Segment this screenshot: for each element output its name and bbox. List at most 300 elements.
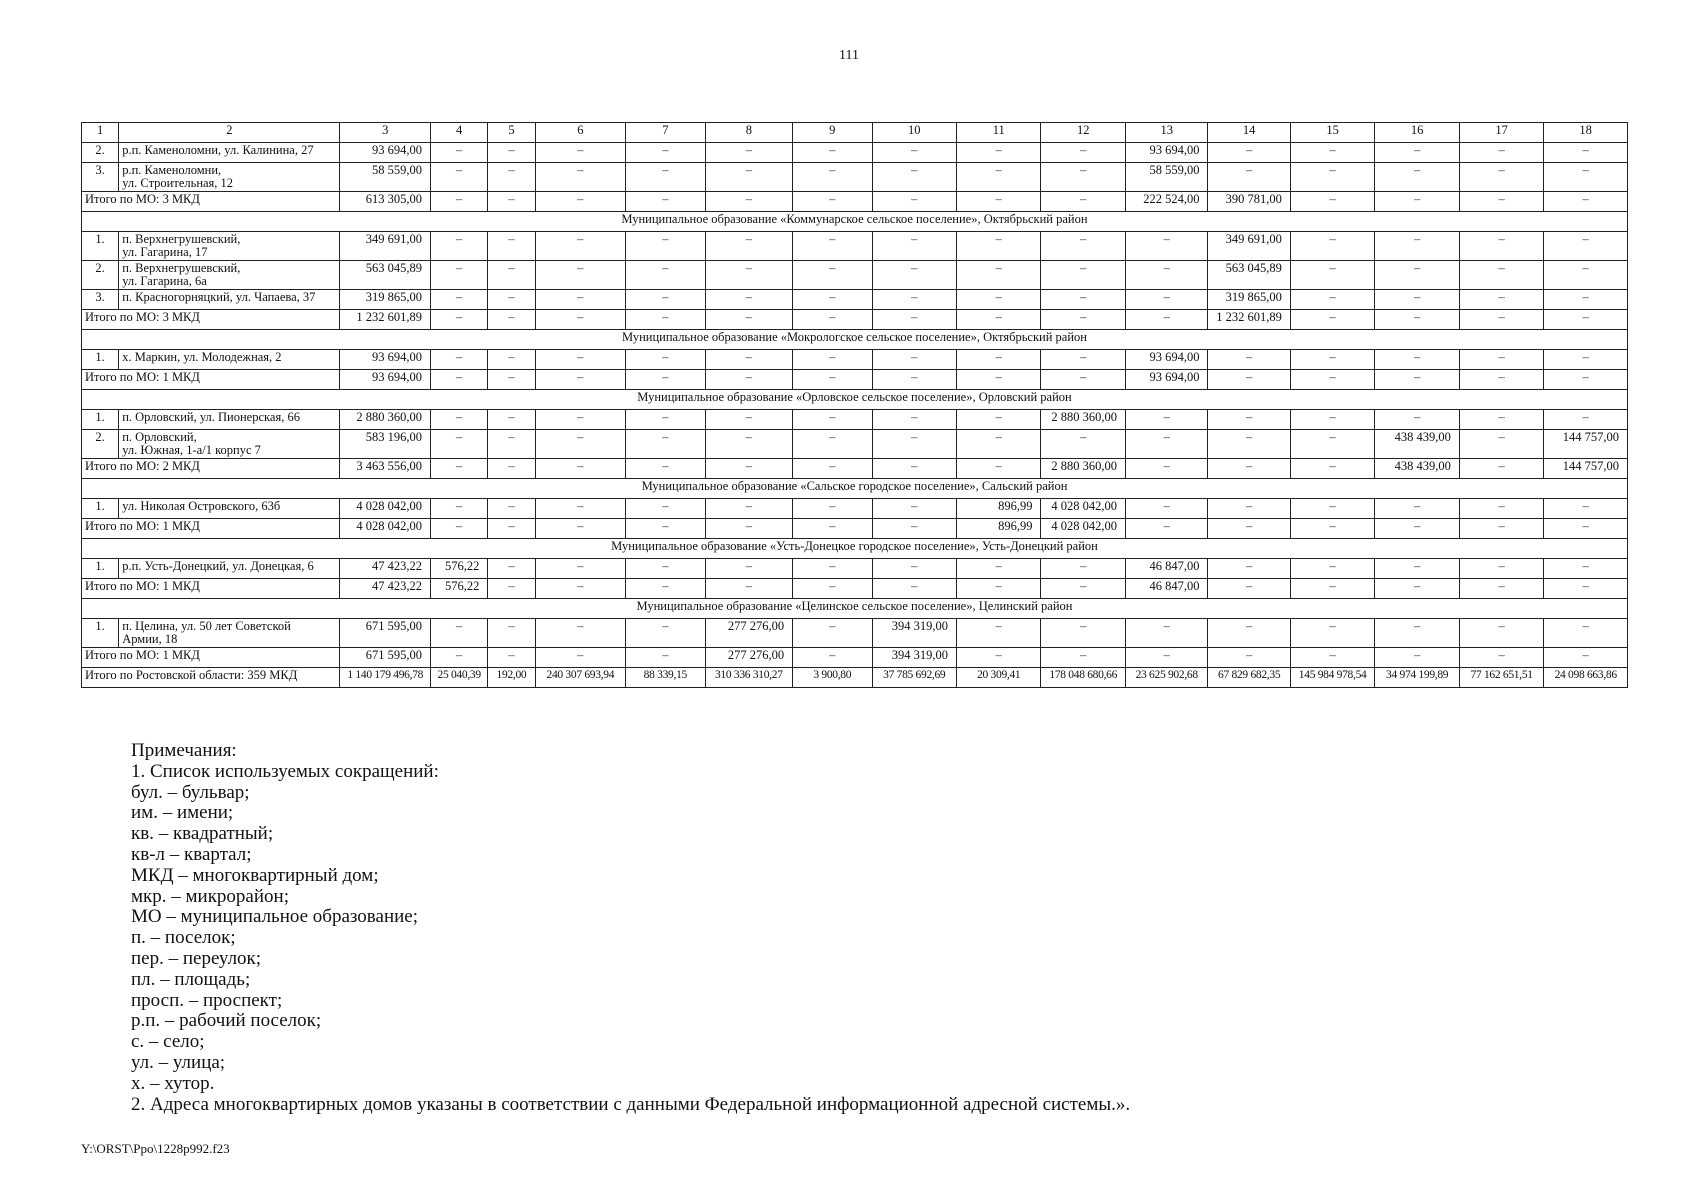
value-cell: – (872, 163, 956, 192)
value-cell: – (1125, 430, 1207, 459)
value-cell: – (488, 648, 535, 668)
row-number: 1. (82, 410, 119, 430)
value-cell: – (535, 459, 626, 479)
value-cell: – (1544, 232, 1628, 261)
value-cell: – (957, 648, 1041, 668)
value-cell: – (488, 459, 535, 479)
value-cell: 349 691,00 (340, 232, 431, 261)
value-cell: – (1375, 192, 1459, 212)
value-cell: – (1459, 559, 1543, 579)
value-cell: – (793, 648, 872, 668)
value-cell: – (1459, 499, 1543, 519)
value-cell: – (957, 370, 1041, 390)
value-cell: 144 757,00 (1544, 430, 1628, 459)
value-cell: – (1290, 499, 1374, 519)
row-number: 3. (82, 290, 119, 310)
value-cell: – (1290, 192, 1374, 212)
value-cell: – (1125, 261, 1207, 290)
value-cell: – (872, 232, 956, 261)
value-cell: 58 559,00 (1125, 163, 1207, 192)
value-cell: 93 694,00 (1125, 370, 1207, 390)
value-cell: 438 439,00 (1375, 459, 1459, 479)
subtotal-row (82, 192, 1628, 212)
value-cell: – (1208, 143, 1290, 163)
value-cell: 2 880 360,00 (1041, 459, 1125, 479)
subtotal-row (82, 370, 1628, 390)
value-cell: – (1375, 232, 1459, 261)
column-number: 4 (431, 123, 488, 143)
value-cell: – (1459, 192, 1543, 212)
value-cell: – (793, 143, 872, 163)
value-cell: – (626, 410, 705, 430)
value-cell: – (793, 430, 872, 459)
value-cell: 349 691,00 (1208, 232, 1290, 261)
value-cell: 178 048 680,66 (1041, 668, 1125, 688)
value-cell: – (793, 619, 872, 648)
note-line: р.п. – рабочий поселок; (131, 1010, 322, 1032)
value-cell: 576,22 (431, 579, 488, 599)
value-cell: 145 984 978,54 (1290, 668, 1374, 688)
value-cell: 34 974 199,89 (1375, 668, 1459, 688)
page-number: 111 (839, 48, 859, 63)
value-cell: 394 319,00 (872, 619, 956, 648)
value-cell: – (1375, 310, 1459, 330)
value-cell: 58 559,00 (340, 163, 431, 192)
value-cell: – (957, 261, 1041, 290)
footer-file-path: Y:\ORST\Ppo\1228p992.f23 (81, 1141, 230, 1156)
value-cell: – (535, 619, 626, 648)
value-cell: 563 045,89 (340, 261, 431, 290)
value-cell: – (1290, 559, 1374, 579)
value-cell: 4 028 042,00 (340, 499, 431, 519)
value-cell: – (705, 559, 793, 579)
value-cell: – (1041, 232, 1125, 261)
value-cell: – (1459, 519, 1543, 539)
value-cell: – (957, 192, 1041, 212)
section-title: Муниципальное образование «Мокрологское сельское поселение», Октябрьский район (82, 330, 1628, 350)
note-line: х. – хутор. (131, 1072, 215, 1094)
address-cell: р.п. Усть-Донецкий, ул. Донецкая, 6 (119, 559, 340, 579)
value-cell: – (1041, 430, 1125, 459)
address-cell: п. Орловский, ул. Южная, 1-а/1 корпус 7 (119, 430, 340, 459)
column-number: 7 (626, 123, 705, 143)
value-cell: – (535, 370, 626, 390)
value-cell: – (957, 559, 1041, 579)
subtotal-row (82, 459, 1628, 479)
value-cell: – (872, 261, 956, 290)
value-cell: – (431, 261, 488, 290)
value-cell: 23 625 902,68 (1125, 668, 1207, 688)
address-cell: п. Орловский, ул. Пионерская, 66 (119, 410, 340, 430)
value-cell: 583 196,00 (340, 430, 431, 459)
value-cell: – (1544, 619, 1628, 648)
address-cell: п. Красногорняцкий, ул. Чапаева, 37 (119, 290, 340, 310)
value-cell: – (488, 499, 535, 519)
value-cell: – (488, 430, 535, 459)
note-line: МО – муниципальное образование; (131, 906, 419, 928)
value-cell: – (626, 143, 705, 163)
value-cell: – (535, 410, 626, 430)
value-cell: 4 028 042,00 (1041, 519, 1125, 539)
value-cell: 46 847,00 (1125, 559, 1207, 579)
value-cell: – (1041, 290, 1125, 310)
column-number: 1 (82, 123, 119, 143)
value-cell: – (793, 410, 872, 430)
value-cell: 20 309,41 (957, 668, 1041, 688)
value-cell: – (872, 559, 956, 579)
address-cell: п. Верхнегрушевский, ул. Гагарина, 6а (119, 261, 340, 290)
value-cell: 93 694,00 (340, 350, 431, 370)
table-row (82, 350, 1628, 370)
table-row (82, 290, 1628, 310)
value-cell: – (431, 430, 488, 459)
value-cell: – (957, 410, 1041, 430)
address-cell: р.п. Каменоломни, ул. Строительная, 12 (119, 163, 340, 192)
value-cell: – (793, 290, 872, 310)
value-cell: – (1544, 143, 1628, 163)
value-cell: – (626, 261, 705, 290)
value-cell: – (1041, 350, 1125, 370)
value-cell: – (1375, 410, 1459, 430)
value-cell: 240 307 693,94 (535, 668, 626, 688)
column-number: 3 (340, 123, 431, 143)
value-cell: – (793, 232, 872, 261)
value-cell: – (872, 143, 956, 163)
value-cell: – (793, 163, 872, 192)
note-line: пл. – площадь; (131, 968, 251, 990)
value-cell: – (535, 519, 626, 539)
value-cell: – (431, 370, 488, 390)
value-cell: – (626, 370, 705, 390)
value-cell: – (1290, 410, 1374, 430)
value-cell: – (705, 310, 793, 330)
value-cell: – (1459, 143, 1543, 163)
value-cell: – (431, 310, 488, 330)
row-number: 2. (82, 261, 119, 290)
value-cell: – (1041, 143, 1125, 163)
value-cell: – (705, 519, 793, 539)
value-cell: 88 339,15 (626, 668, 705, 688)
row-number: 1. (82, 350, 119, 370)
value-cell: – (1208, 370, 1290, 390)
value-cell: 319 865,00 (1208, 290, 1290, 310)
value-cell: – (1459, 261, 1543, 290)
value-cell: – (705, 163, 793, 192)
value-cell: – (626, 232, 705, 261)
value-cell: 319 865,00 (340, 290, 431, 310)
value-cell: – (1544, 310, 1628, 330)
value-cell: – (431, 232, 488, 261)
value-cell: 394 319,00 (872, 648, 956, 668)
note-line: им. – имени; (131, 802, 234, 824)
value-cell: – (1459, 619, 1543, 648)
value-cell: – (1290, 290, 1374, 310)
value-cell: – (793, 192, 872, 212)
value-cell: – (1208, 430, 1290, 459)
note-line: бул. – бульвар; (131, 781, 250, 803)
value-cell: – (1041, 192, 1125, 212)
value-cell: – (1041, 648, 1125, 668)
table-row (82, 559, 1628, 579)
value-cell: – (1375, 370, 1459, 390)
value-cell: 1 140 179 496,78 (340, 668, 431, 688)
value-cell: – (626, 459, 705, 479)
value-cell: – (1544, 350, 1628, 370)
value-cell: 896,99 (957, 519, 1041, 539)
value-cell: – (1208, 410, 1290, 430)
value-cell: – (1375, 648, 1459, 668)
value-cell: – (872, 579, 956, 599)
value-cell: – (1290, 619, 1374, 648)
value-cell: 222 524,00 (1125, 192, 1207, 212)
value-cell: 93 694,00 (1125, 350, 1207, 370)
value-cell: 4 028 042,00 (340, 519, 431, 539)
value-cell: – (872, 370, 956, 390)
value-cell: 93 694,00 (1125, 143, 1207, 163)
column-number: 14 (1208, 123, 1290, 143)
value-cell: 93 694,00 (340, 143, 431, 163)
note-line: 2. Адреса многоквартирных домов указаны в соответствии с данными Федеральной информационной адресной системы.». (131, 1093, 1131, 1115)
value-cell: – (488, 559, 535, 579)
subtotal-row (82, 310, 1628, 330)
value-cell: – (1544, 579, 1628, 599)
value-cell: – (431, 290, 488, 310)
row-number: 1. (82, 619, 119, 648)
value-cell: 1 232 601,89 (1208, 310, 1290, 330)
column-number: 16 (1375, 123, 1459, 143)
section-header-row (82, 539, 1628, 559)
value-cell: 47 423,22 (340, 559, 431, 579)
value-cell: – (535, 143, 626, 163)
value-cell: – (793, 261, 872, 290)
total-label: Итого по МО: 2 МКД (82, 459, 340, 479)
value-cell: – (1459, 232, 1543, 261)
column-number: 11 (957, 123, 1041, 143)
note-line: кв-л – квартал; (131, 843, 252, 865)
value-cell: – (793, 310, 872, 330)
value-cell: 93 694,00 (340, 370, 431, 390)
value-cell: – (1375, 290, 1459, 310)
total-label: Итого по МО: 1 МКД (82, 579, 340, 599)
value-cell: 4 028 042,00 (1041, 499, 1125, 519)
value-cell: – (1544, 519, 1628, 539)
address-cell: р.п. Каменоломни, ул. Калинина, 27 (119, 143, 340, 163)
value-cell: – (705, 499, 793, 519)
address-cell: х. Маркин, ул. Молодежная, 2 (119, 350, 340, 370)
value-cell: – (1544, 559, 1628, 579)
table-row (82, 143, 1628, 163)
note-line: мкр. – микрорайон; (131, 885, 289, 907)
value-cell: – (1208, 459, 1290, 479)
notes (131, 741, 1130, 1115)
value-cell: – (1290, 459, 1374, 479)
row-number: 2. (82, 143, 119, 163)
value-cell: – (1459, 350, 1543, 370)
value-cell: – (1544, 163, 1628, 192)
column-number: 13 (1125, 123, 1207, 143)
column-number: 9 (793, 123, 872, 143)
column-number: 12 (1041, 123, 1125, 143)
value-cell: – (535, 163, 626, 192)
value-cell: – (431, 519, 488, 539)
value-cell: 563 045,89 (1208, 261, 1290, 290)
value-cell: – (626, 192, 705, 212)
value-cell: – (1290, 143, 1374, 163)
value-cell: – (705, 232, 793, 261)
column-number: 2 (119, 123, 340, 143)
value-cell: – (431, 350, 488, 370)
value-cell: – (1125, 410, 1207, 430)
value-cell: – (488, 143, 535, 163)
value-cell: 25 040,39 (431, 668, 488, 688)
total-label: Итого по МО: 1 МКД (82, 519, 340, 539)
value-cell: – (1041, 261, 1125, 290)
value-cell: – (1459, 290, 1543, 310)
value-cell: – (431, 648, 488, 668)
table-row (82, 232, 1628, 261)
value-cell: – (1375, 619, 1459, 648)
value-cell: – (1208, 619, 1290, 648)
value-cell: – (957, 163, 1041, 192)
value-cell: – (705, 261, 793, 290)
table-row (82, 410, 1628, 430)
value-cell: – (431, 619, 488, 648)
section-header-row (82, 479, 1628, 499)
row-number: 3. (82, 163, 119, 192)
value-cell: – (626, 579, 705, 599)
value-cell: – (793, 459, 872, 479)
value-cell: – (535, 232, 626, 261)
value-cell: – (1041, 163, 1125, 192)
notes-title: Примечания: (131, 740, 237, 761)
column-number: 6 (535, 123, 626, 143)
value-cell: – (488, 232, 535, 261)
section-title: Муниципальное образование «Сальское городское поселение», Сальский район (82, 479, 1628, 499)
value-cell: 277 276,00 (705, 619, 793, 648)
table-row (82, 619, 1628, 648)
section-title: Муниципальное образование «Целинское сельское поселение», Целинский район (82, 599, 1628, 619)
value-cell: – (957, 350, 1041, 370)
row-number: 1. (82, 499, 119, 519)
value-cell: 3 900,80 (793, 668, 872, 688)
column-number: 18 (1544, 123, 1628, 143)
value-cell: – (431, 143, 488, 163)
note-line: МКД – многоквартирный дом; (131, 864, 379, 886)
value-cell: – (488, 519, 535, 539)
value-cell: – (872, 290, 956, 310)
value-cell: – (793, 499, 872, 519)
value-cell: – (1041, 559, 1125, 579)
value-cell: – (1290, 648, 1374, 668)
value-cell: – (705, 192, 793, 212)
value-cell: 1 232 601,89 (340, 310, 431, 330)
column-number: 10 (872, 123, 956, 143)
value-cell: 671 595,00 (340, 648, 431, 668)
value-cell: – (488, 261, 535, 290)
note-line: п. – поселок; (131, 927, 236, 949)
value-cell: – (705, 143, 793, 163)
value-cell: – (957, 143, 1041, 163)
value-cell: – (1125, 459, 1207, 479)
value-cell: – (872, 310, 956, 330)
address-cell: п. Целина, ул. 50 лет Советской Армии, 18 (119, 619, 340, 648)
value-cell: – (626, 163, 705, 192)
value-cell: – (957, 579, 1041, 599)
table-row (82, 430, 1628, 459)
value-cell: – (1375, 559, 1459, 579)
section-title: Муниципальное образование «Коммунарское сельское поселение», Октябрьский район (82, 212, 1628, 232)
value-cell: – (1208, 350, 1290, 370)
row-number: 1. (82, 232, 119, 261)
value-cell: – (1544, 499, 1628, 519)
data-table (81, 122, 1628, 688)
address-cell: п. Верхнегрушевский, ул. Гагарина, 17 (119, 232, 340, 261)
value-cell: – (1375, 579, 1459, 599)
value-cell: – (1544, 192, 1628, 212)
value-cell: – (535, 648, 626, 668)
value-cell: – (1375, 163, 1459, 192)
value-cell: – (488, 370, 535, 390)
value-cell: – (872, 410, 956, 430)
value-cell: – (1208, 648, 1290, 668)
value-cell: – (1290, 350, 1374, 370)
value-cell: 896,99 (957, 499, 1041, 519)
value-cell: – (1290, 519, 1374, 539)
value-cell: – (626, 648, 705, 668)
value-cell: – (431, 192, 488, 212)
note-line: пер. – переулок; (131, 947, 262, 969)
value-cell: – (626, 499, 705, 519)
value-cell: – (1125, 499, 1207, 519)
grand-total-row (82, 668, 1628, 688)
section-header-row (82, 599, 1628, 619)
value-cell: – (1125, 519, 1207, 539)
value-cell: – (957, 619, 1041, 648)
value-cell: 3 463 556,00 (340, 459, 431, 479)
section-title: Муниципальное образование «Орловское сельское поселение», Орловский район (82, 390, 1628, 410)
address-cell: ул. Николая Островского, 63б (119, 499, 340, 519)
value-cell: – (705, 459, 793, 479)
value-cell: – (535, 430, 626, 459)
value-cell: 277 276,00 (705, 648, 793, 668)
value-cell: – (1290, 430, 1374, 459)
column-number-row (82, 123, 1628, 143)
value-cell: – (1544, 261, 1628, 290)
value-cell: – (626, 310, 705, 330)
table-row (82, 261, 1628, 290)
value-cell: – (431, 499, 488, 519)
value-cell: – (626, 290, 705, 310)
note-line: 1. Список используемых сокращений: (131, 760, 439, 782)
value-cell: 2 880 360,00 (1041, 410, 1125, 430)
value-cell: – (705, 579, 793, 599)
value-cell: – (1544, 370, 1628, 390)
subtotal-row (82, 579, 1628, 599)
table-row (82, 499, 1628, 519)
value-cell: – (1375, 519, 1459, 539)
value-cell: – (705, 430, 793, 459)
value-cell: – (1375, 350, 1459, 370)
value-cell: – (1041, 370, 1125, 390)
value-cell: 576,22 (431, 559, 488, 579)
note-line: ул. – улица; (131, 1051, 226, 1073)
note-line: кв. – квадратный; (131, 823, 274, 845)
value-cell: – (1208, 163, 1290, 192)
value-cell: – (1290, 163, 1374, 192)
value-cell: – (793, 350, 872, 370)
value-cell: – (957, 430, 1041, 459)
value-cell: – (872, 499, 956, 519)
